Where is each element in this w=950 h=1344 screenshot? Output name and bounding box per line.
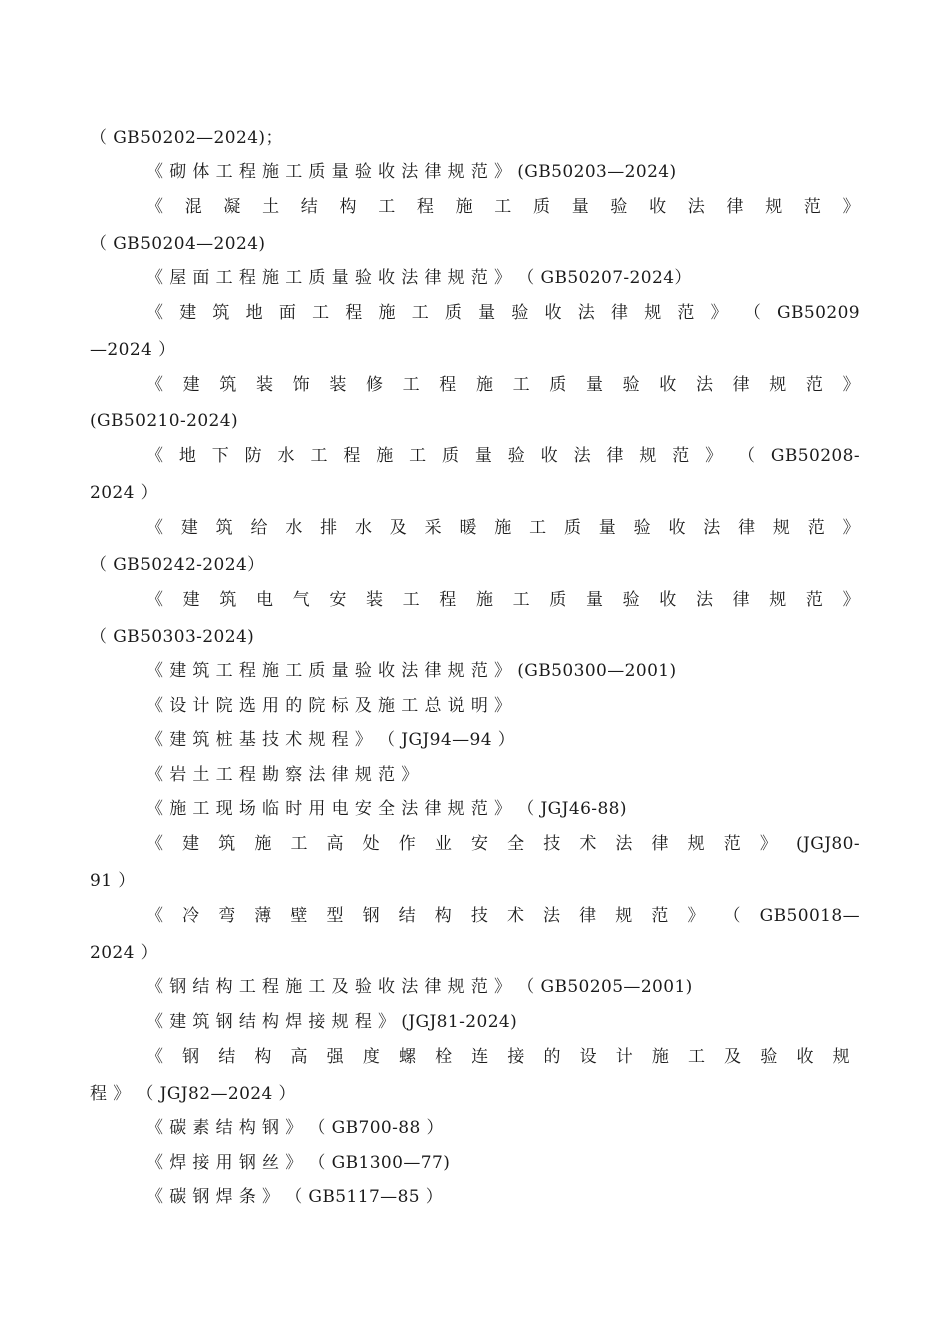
text-line: （ GB50303-2024) [90, 627, 255, 647]
text-line: 程 》 （ JGJ82—2024 ） [90, 1084, 296, 1104]
text-line: 《 建 筑 工 程 施 工 质 量 验 收 法 律 规 范 》 (GB50300—2001) [146, 661, 677, 681]
text-line: 《 建 筑 桩 基 技 术 规 程 》 （ JGJ94—94 ） [146, 730, 516, 750]
text-line: 2024 ） [90, 943, 159, 963]
text-line: 《 冷 弯 薄 壁 型 钢 结 构 技 术 法 律 规 范 》 （ GB50018— [146, 906, 860, 926]
text-line: 《 地 下 防 水 工 程 施 工 质 量 验 收 法 律 规 范 》 （ GB50208- [146, 446, 860, 466]
text-line: 《 混 凝 土 结 构 工 程 施 工 质 量 验 收 法 律 规 范 》 [146, 197, 860, 217]
text-line: 《 钢 结 构 工 程 施 工 及 验 收 法 律 规 范 》 （ GB50205—2001) [146, 977, 693, 997]
text-line: 《 岩 土 工 程 勘 察 法 律 规 范 》 [146, 765, 419, 785]
text-line: 《 建 筑 钢 结 构 焊 接 规 程 》 (JGJ81-2024) [146, 1012, 518, 1032]
text-line: 《 建 筑 装 饰 装 修 工 程 施 工 质 量 验 收 法 律 规 范 》 [146, 375, 860, 395]
text-line: 《 建 筑 给 水 排 水 及 采 暖 施 工 质 量 验 收 法 律 规 范 》 [146, 518, 860, 538]
text-line: 《 钢 结 构 高 强 度 螺 栓 连 接 的 设 计 施 工 及 验 收 规 [146, 1047, 850, 1067]
text-line: (GB50210-2024) [90, 411, 239, 431]
text-line: （ GB50202—2024)； [90, 128, 283, 148]
text-line: 《 屋 面 工 程 施 工 质 量 验 收 法 律 规 范 》 （ GB50207-2024） [146, 268, 692, 288]
text-line: 《 碳 素 结 构 钢 》 （ GB700-88 ） [146, 1118, 444, 1138]
text-line: —2024 ） [90, 340, 176, 360]
text-line: 91 ） [90, 871, 136, 891]
text-line: 《 建 筑 施 工 高 处 作 业 安 全 技 术 法 律 规 范 》 (JGJ80- [146, 834, 860, 854]
text-line: 2024 ） [90, 483, 159, 503]
text-line: 《 碳 钢 焊 条 》 （ GB5117—85 ） [146, 1187, 444, 1207]
text-line: 《 建 筑 地 面 工 程 施 工 质 量 验 收 法 律 规 范 》 （ GB50209 [146, 303, 860, 323]
text-line: （ GB50204—2024) [90, 234, 266, 254]
text-line: 《 建 筑 电 气 安 装 工 程 施 工 质 量 验 收 法 律 规 范 》 [146, 590, 860, 610]
text-line: 《 焊 接 用 钢 丝 》 （ GB1300—77) [146, 1153, 451, 1173]
text-line: 《 设 计 院 选 用 的 院 标 及 施 工 总 说 明 》 [146, 696, 512, 716]
text-line: 《 砌 体 工 程 施 工 质 量 验 收 法 律 规 范 》 (GB50203—2024) [146, 162, 677, 182]
text-line: （ GB50242-2024） [90, 555, 265, 575]
text-line: 《 施 工 现 场 临 时 用 电 安 全 法 律 规 范 》 （ JGJ46-88) [146, 799, 627, 819]
